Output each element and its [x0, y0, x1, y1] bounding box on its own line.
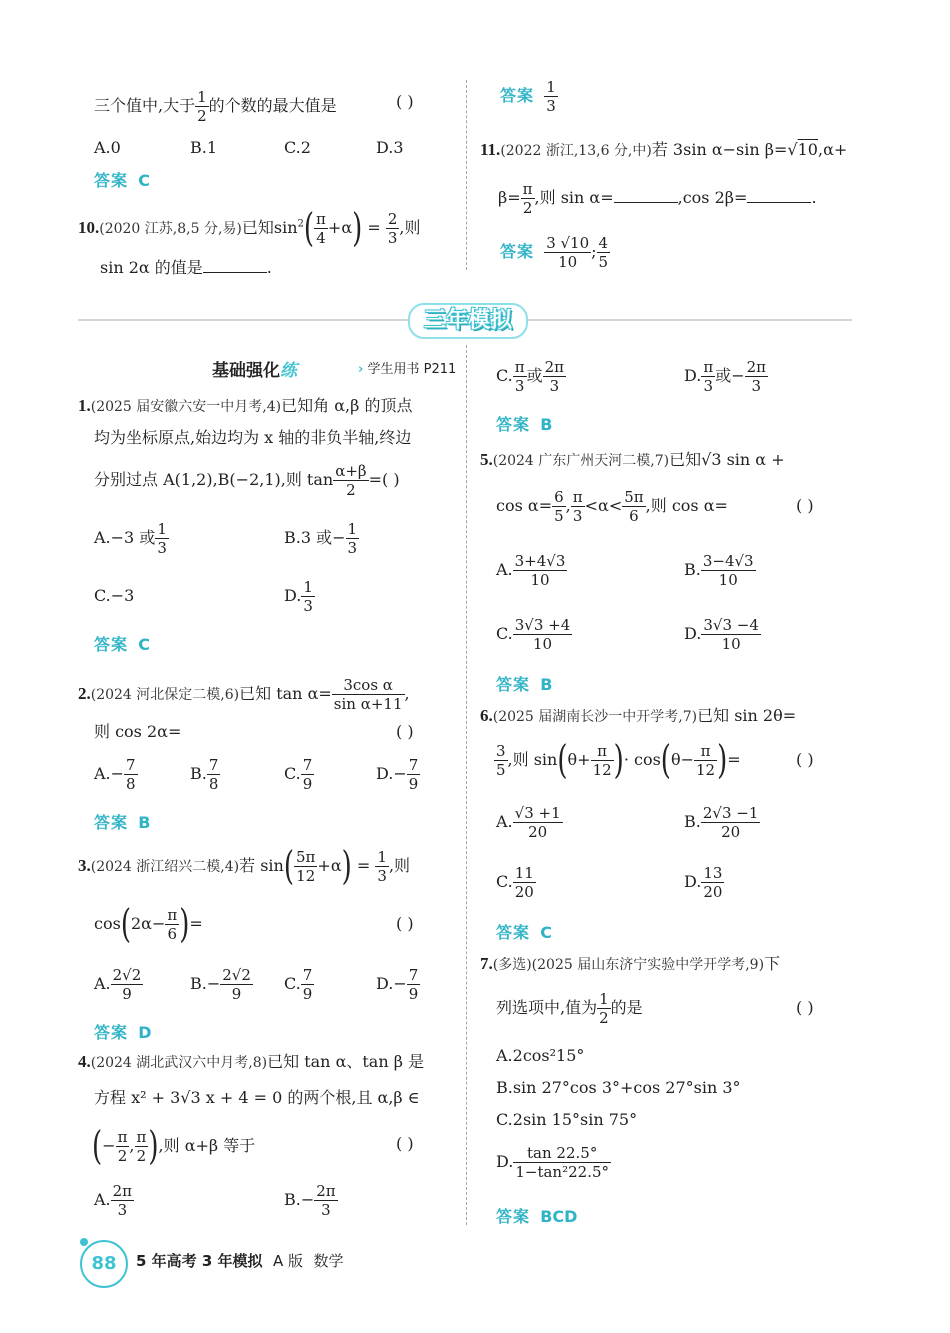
q1-line3: 分别过点 A(1,2),B(−2,1),则 tan $\frac{\alpha+\beta}{2}$ =( ): [94, 462, 400, 499]
q11-line1: 11.(2022 浙江,13,6 分,中)若 3sin α−sin β=√10,α+: [480, 140, 848, 159]
q1-option-c: C.−3: [94, 586, 135, 605]
column-divider: [466, 345, 467, 1225]
footer-book: 5 年高考 3 年模拟 A 版 数学: [136, 1252, 344, 1270]
chevron-right-icon: ›: [358, 362, 364, 377]
q6-option-c: C. $\frac{11}{20}$: [496, 864, 534, 901]
q3-option-c: C. $\frac{7}{9}$: [284, 966, 313, 1003]
q3-line2: cos(2α− $\frac{\pi}{6}$ )=: [94, 902, 203, 947]
q3-option-b: B.− $\frac{2√2}{9}$: [190, 966, 251, 1003]
q3-option-a: A. $\frac{2√2}{9}$: [94, 966, 142, 1003]
q10-line2: sin 2α 的值是 .: [100, 258, 272, 277]
section-ref: › 学生用书 P211: [358, 362, 457, 377]
q4-option-a: A. $\frac{2\pi}{3}$: [94, 1182, 133, 1219]
q4-option-d: D. $\frac{\pi}{3}$ 或− $\frac{2\pi}{3}$: [684, 358, 767, 395]
section-title: 基础强化练: [212, 361, 297, 381]
option-c: C.2: [284, 138, 311, 157]
q4-option-c: C. $\frac{\pi}{3}$ 或 $\frac{2\pi}{3}$: [496, 358, 565, 395]
q7-line1: 7.(多选)(2025 届山东济宁实验中学开学考,9)下: [480, 954, 781, 973]
q7-option-d: D. $\frac{\tan 22.5^\circ}{\text{1−tan²22.5°}}$: [496, 1144, 609, 1181]
q4-line2: 方程 x² + 3√3 x + 4 = 0 的两个根,且 α,β ∈: [94, 1088, 420, 1107]
q3-line1: 3.(2024 浙江绍兴二模,4)若 sin( $\frac{5\pi}{12}$ +α) = $\frac{1}{3}$ ,则: [78, 844, 411, 889]
section-banner: 三年模拟: [408, 303, 528, 339]
q5-answer: 答案 B: [496, 675, 553, 694]
q5-option-a: A. $\frac{3+4√3}{10}$: [496, 552, 566, 589]
answer-blank[interactable]: [203, 258, 267, 273]
q9-tail: 三个值中,大于 $\frac{1}{2}$ 的个数的最大值是: [94, 88, 337, 125]
q6-option-a: A. $\frac{√3 +1}{20}$: [496, 804, 561, 841]
q2-line2: 则 cos 2α=: [94, 722, 182, 741]
column-divider: [466, 80, 467, 270]
q1-option-a: A.−3 或 $\frac{1}{3}$: [94, 520, 167, 557]
q5-option-c: C. $\frac{3√3 +4}{10}$: [496, 616, 571, 653]
q4-paren: ( ): [396, 1134, 414, 1153]
q7-option-a: A.2cos²15°: [496, 1046, 585, 1065]
answer-blank[interactable]: [747, 188, 811, 203]
option-b: B.1: [190, 138, 218, 157]
q4-option-b: B.− $\frac{2\pi}{3}$: [284, 1182, 336, 1219]
q1-line1: 1.(2025 届安徽六安一中月考,4)已知角 α,β 的顶点: [78, 396, 413, 415]
q10-answer: 答案 $\frac{1}{3}$: [500, 78, 556, 115]
q2-option-a: A.− $\frac{7}{8}$: [94, 756, 136, 793]
option-a: A.0: [94, 138, 121, 157]
q7-answer: 答案 BCD: [496, 1207, 578, 1226]
answer-blank[interactable]: [614, 188, 678, 203]
q1-answer: 答案 C: [94, 635, 150, 654]
q1-option-b: B.3 或− $\frac{1}{3}$: [284, 520, 358, 557]
answer-paren: ( ): [396, 92, 414, 111]
q3-option-d: D.− $\frac{7}{9}$: [376, 966, 419, 1003]
q5-option-d: D. $\frac{3√3 -4}{10}$: [684, 616, 759, 653]
q6-option-d: D. $\frac{13}{20}$: [684, 864, 723, 901]
q6-answer: 答案 C: [496, 923, 552, 942]
q5-line1: 5.(2024 广东广州天河二模,7)已知√3 sin α +: [480, 450, 785, 469]
q7-paren: ( ): [796, 998, 814, 1017]
q6-paren: ( ): [796, 750, 814, 769]
q2-option-b: B. $\frac{7}{8}$: [190, 756, 219, 793]
q2-line1: 2.(2024 河北保定二模,6)已知 tan α= $\frac{\text{3cos α}}{\text{sin α+11}}$ ,: [78, 676, 410, 713]
q1-option-d: D. $\frac{1}{3}$: [284, 578, 313, 615]
q7-option-b: B.sin 27°cos 3°+cos 27°sin 3°: [496, 1078, 741, 1097]
q4-line3: (− $\frac{\pi}{2}$ , $\frac{\pi}{2}$ ),则 α+β 等于: [92, 1124, 256, 1169]
page-dot: [80, 1238, 88, 1246]
q2-option-d: D.− $\frac{7}{9}$: [376, 756, 419, 793]
q2-answer: 答案 B: [94, 813, 151, 832]
q11-answer: 答案 $\frac{3 √10}{10}$ ; $\frac{4}{5}$: [500, 234, 609, 271]
q5-option-b: B. $\frac{3-4√3}{10}$: [684, 552, 754, 589]
answer-row: 答案 C: [94, 171, 150, 190]
option-d: D.3: [376, 138, 404, 157]
q6-option-b: B. $\frac{2√3 -1}{20}$: [684, 804, 759, 841]
q6-line2: $\frac{3}{5}$ ,则 sin(θ+ $\frac{\pi}{12}$ )· cos(θ− $\frac{\pi}{12}$ )=: [496, 738, 741, 783]
q2-option-c: C. $\frac{7}{9}$: [284, 756, 313, 793]
q7-line2: 列选项中,值为 $\frac{1}{2}$ 的是: [496, 990, 643, 1027]
q5-line2: cos α= $\frac{6}{5}$ , $\frac{\pi}{3}$ <α< $\frac{5\pi}{6}$ ,则 cos α=: [496, 488, 728, 525]
page-number: 88: [80, 1240, 128, 1288]
q7-option-c: C.2sin 15°sin 75°: [496, 1110, 638, 1129]
q4-answer: 答案 B: [496, 415, 553, 434]
q10-line1: 10.(2020 江苏,8,5 分,易)已知$\sin^2$( $\frac{\pi}{4}$ +α) = $\frac{2}{3}$ ,则: [78, 206, 421, 251]
fraction: $\frac{1}{2}$: [197, 88, 207, 125]
q5-paren: ( ): [796, 496, 814, 515]
q4-line1: 4.(2024 湖北武汉六中月考,8)已知 tan α、tan β 是: [78, 1052, 425, 1071]
q1-line2: 均为坐标原点,始边均为 x 轴的非负半轴,终边: [94, 428, 412, 447]
q11-line2: β= $\frac{\pi}{2}$ ,则 sin α= ,cos 2β= .: [498, 180, 817, 217]
q3-paren: ( ): [396, 914, 414, 933]
q2-paren: ( ): [396, 722, 414, 741]
q6-line1: 6.(2025 届湖南长沙一中开学考,7)已知 sin 2θ=: [480, 706, 797, 725]
q3-answer: 答案 D: [94, 1023, 152, 1042]
